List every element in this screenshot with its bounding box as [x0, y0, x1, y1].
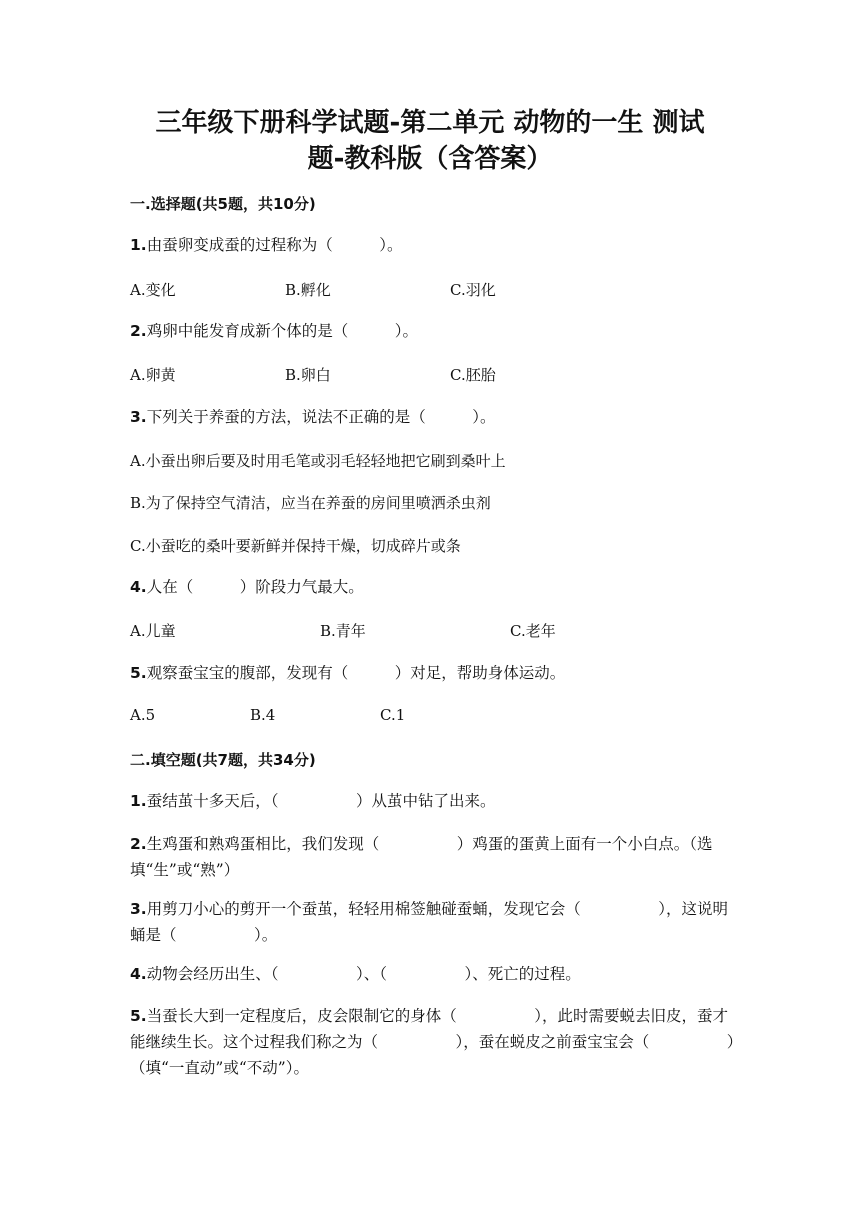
question-text: 动物会经历出生、（ ）、（ ）、死亡的过程。	[146, 965, 581, 983]
section-heading-choice: 一.选择题(共5题，共10分)	[130, 195, 316, 213]
option-b: B.青年	[320, 622, 366, 640]
fill-question-2	[130, 831, 740, 883]
question-number: 3.	[130, 408, 147, 426]
choice-question-3	[130, 404, 740, 430]
option-b: B.为了保持空气清洁，应当在养蚕的房间里喷洒杀虫剂	[130, 494, 491, 512]
option-c: C.1	[380, 706, 406, 724]
question-text: 观察蚕宝宝的腹部，发现有（ ）对足，帮助身体运动。	[146, 664, 566, 682]
question-number: 1.	[130, 792, 147, 810]
question-text: 人在（ ）阶段力气最大。	[146, 578, 364, 596]
title-line-1: 三年级下册科学试题-第二单元 动物的一生 测试	[155, 108, 705, 138]
option-c: C.老年	[510, 622, 556, 640]
fill-question-1	[130, 788, 740, 814]
option-a: A.儿童	[130, 622, 176, 640]
question-text: 生鸡蛋和熟鸡蛋相比，我们发现（ ）鸡蛋的蛋黄上面有一个小白点。（选填“生”或“熟”）	[130, 835, 713, 879]
question-number: 5.	[130, 1007, 147, 1025]
option-a: A.小蚕出卵后要及时用毛笔或羽毛轻轻地把它刷到桑叶上	[130, 452, 506, 470]
question-number: 3.	[130, 900, 147, 918]
question-number: 1.	[130, 236, 147, 254]
fill-question-5	[130, 1003, 740, 1081]
choice-question-5	[130, 660, 740, 686]
choice-question-2	[130, 318, 740, 344]
fill-question-4	[130, 961, 740, 987]
section-heading-fill-blank: 二.填空题(共7题，共34分)	[130, 751, 316, 769]
option-b: B.卵白	[285, 366, 331, 384]
question-number: 4.	[130, 578, 147, 596]
option-c: C.羽化	[450, 281, 496, 299]
option-c: C.胚胎	[450, 366, 496, 384]
option-a: A.变化	[130, 281, 176, 299]
option-a: A.卵黄	[130, 366, 176, 384]
option-b: B.孵化	[285, 281, 331, 299]
question-number: 5.	[130, 664, 147, 682]
question-number: 2.	[130, 322, 147, 340]
question-text: 鸡卵中能发育成新个体的是（ ）。	[146, 322, 418, 340]
title-line-2: 题-教科版（含答案）	[307, 144, 553, 174]
fill-question-3	[130, 896, 740, 948]
question-text: 由蚕卵变成蚕的过程称为（ ）。	[146, 236, 403, 254]
exam-title	[100, 105, 760, 177]
option-b: B.4	[250, 706, 276, 724]
question-number: 4.	[130, 965, 147, 983]
question-text: 蚕结茧十多天后，（ ）从茧中钻了出来。	[146, 792, 496, 810]
choice-question-1	[130, 232, 740, 258]
question-text: 用剪刀小心的剪开一个蚕茧，轻轻用棉签触碰蚕蛹，发现它会（ ），这说明蛹是（ ）。	[130, 900, 728, 944]
option-a: A.5	[130, 706, 156, 724]
question-text: 当蚕长大到一定程度后，皮会限制它的身体（ ），此时需要蜕去旧皮，蚕才能继续生长。这个过程我们称之为（ ），蚕在蜕皮之前蚕宝宝会（ ）（填“一直动”或“不动”）。	[130, 1007, 735, 1077]
question-text: 下列关于养蚕的方法，说法不正确的是（ ）。	[146, 408, 496, 426]
question-number: 2.	[130, 835, 147, 853]
option-c: C.小蚕吃的桑叶要新鲜并保持干燥，切成碎片或条	[130, 537, 461, 555]
choice-question-4	[130, 574, 740, 600]
